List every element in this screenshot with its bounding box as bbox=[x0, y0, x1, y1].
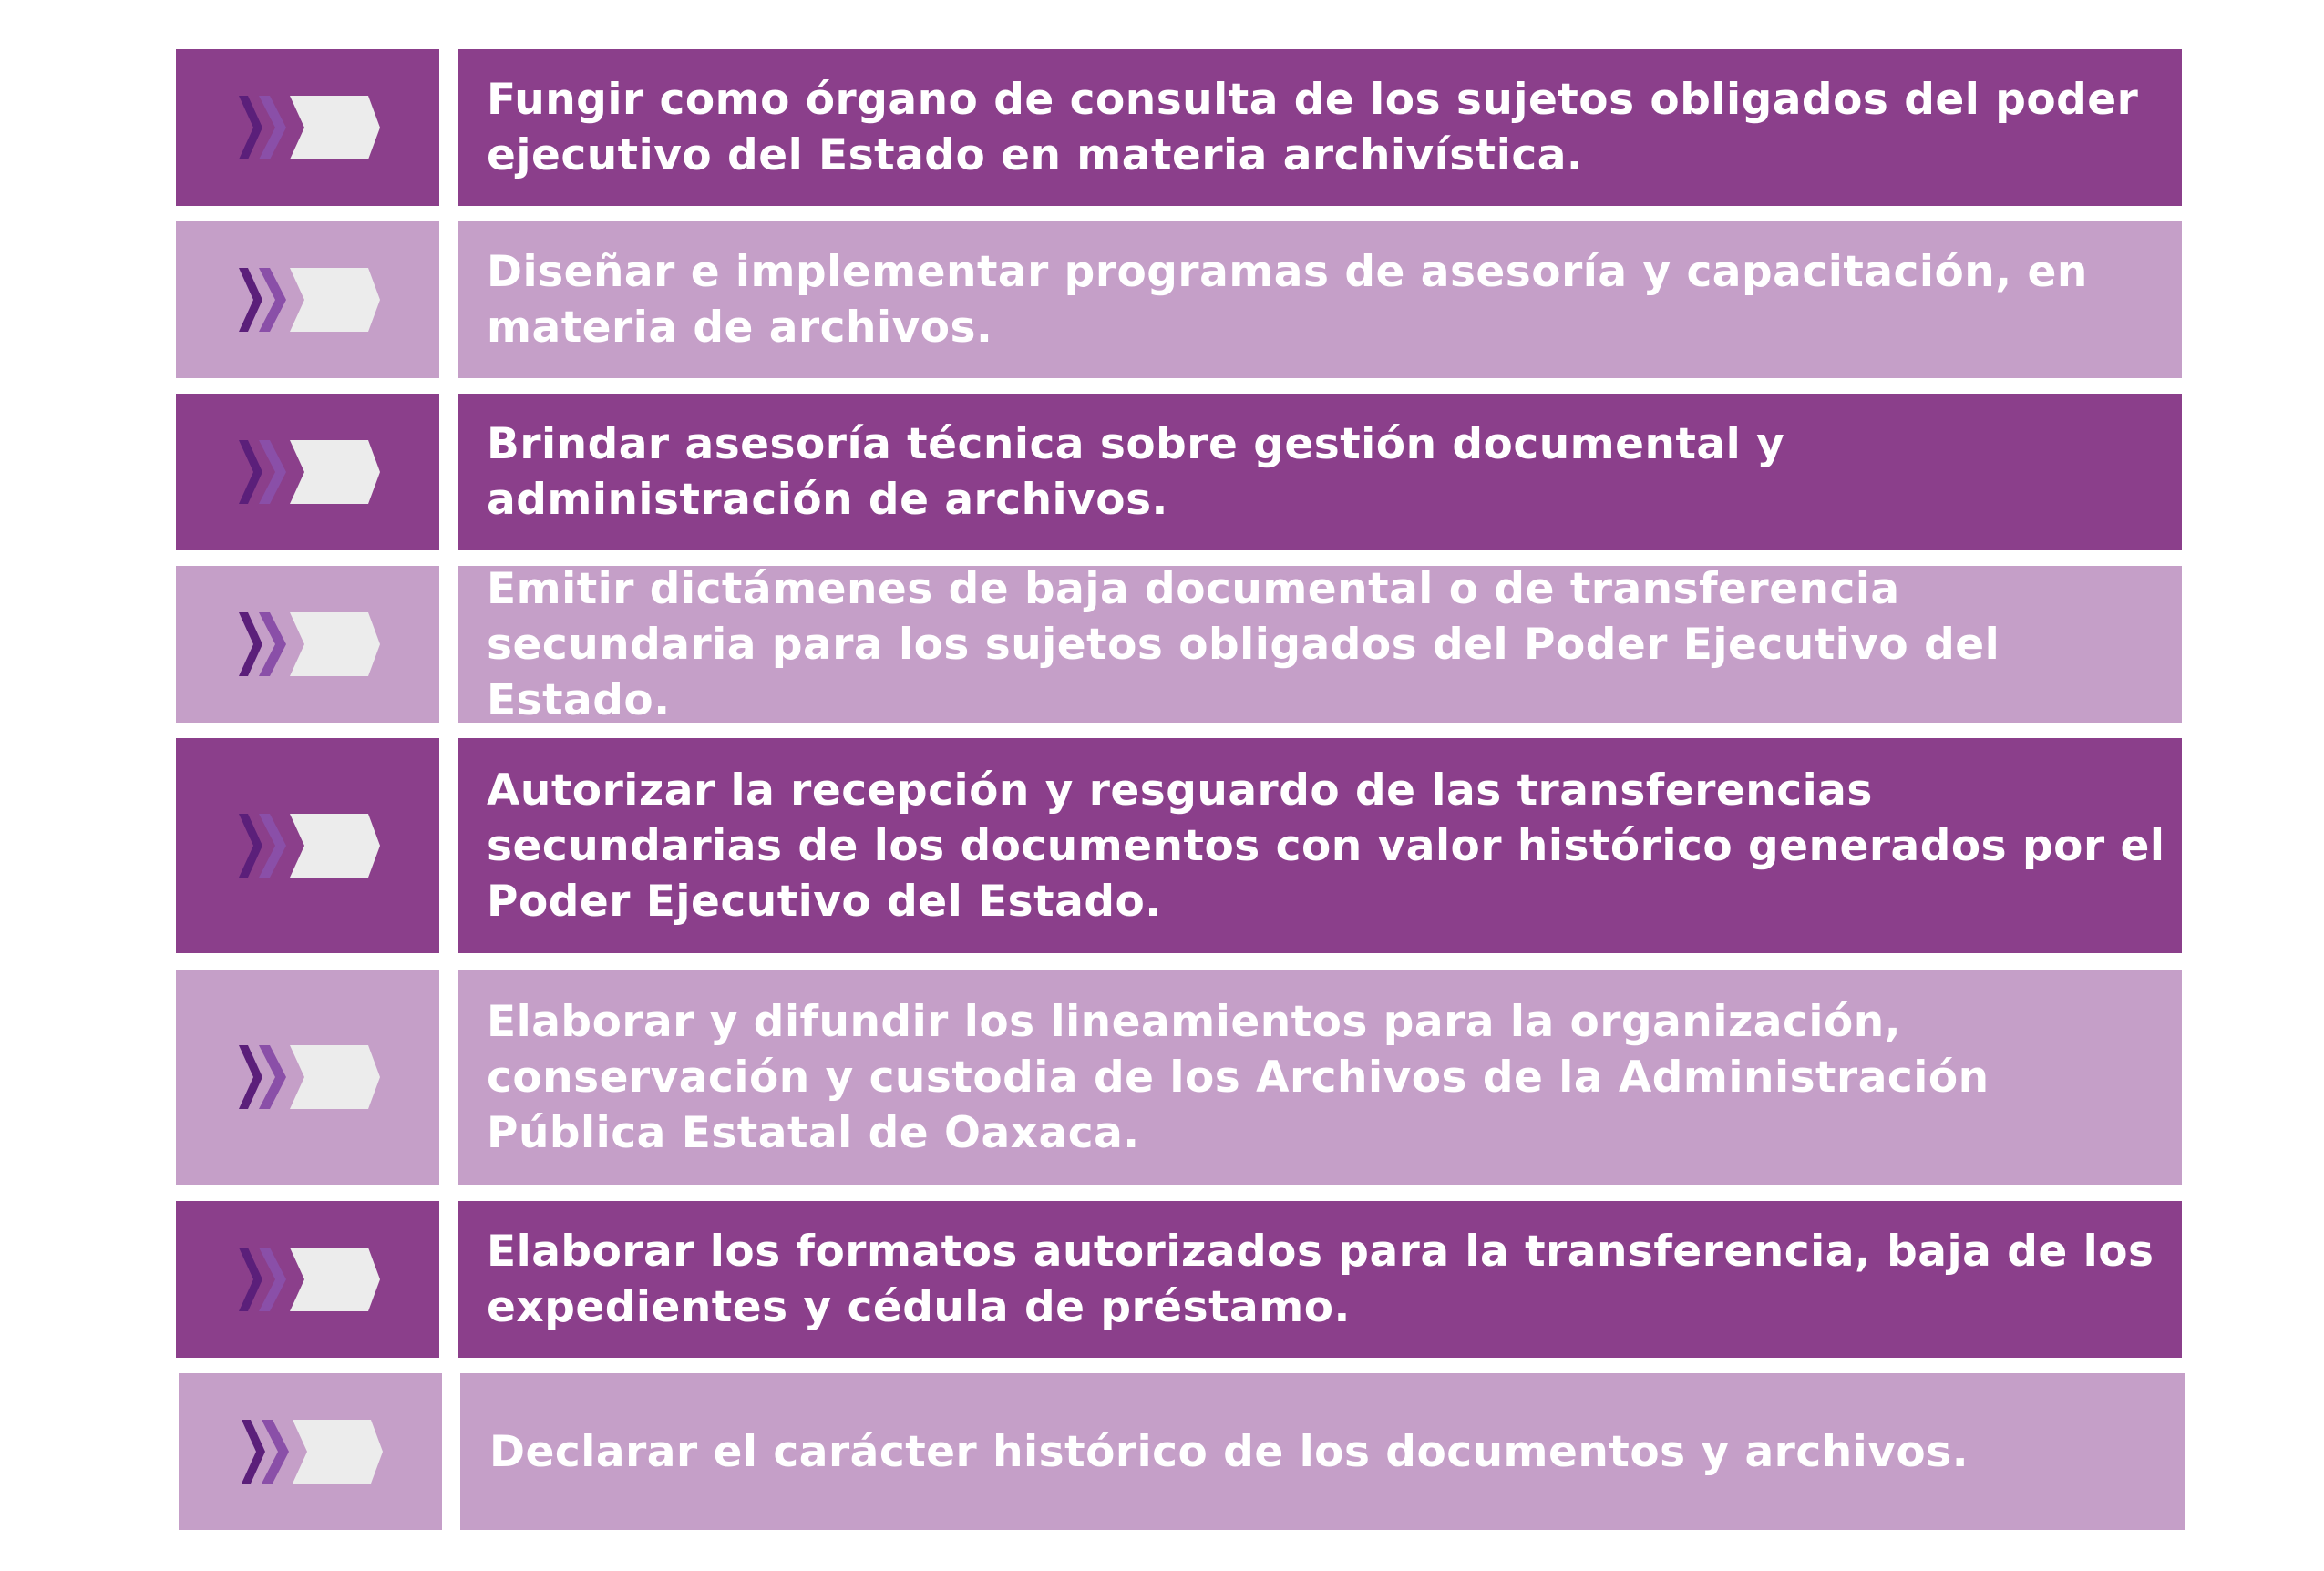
item-text-cell bbox=[460, 1373, 2185, 1530]
chevron-arrow-icon bbox=[239, 268, 380, 332]
item-text: Brindar asesoría técnica sobre gestión documental y administración de archivos. bbox=[487, 419, 1785, 525]
icon-cell bbox=[176, 738, 439, 953]
icon-cell bbox=[179, 1373, 442, 1530]
list-item bbox=[0, 970, 2324, 1185]
list-item bbox=[0, 1373, 2324, 1530]
item-text-cell bbox=[458, 49, 2182, 206]
chevron-arrow-icon bbox=[239, 440, 380, 504]
icon-cell bbox=[176, 1201, 439, 1358]
item-text: Declarar el carácter histórico de los documentos y archivos. bbox=[489, 1426, 1969, 1477]
list-item bbox=[0, 221, 2324, 378]
chevron-arrow-icon bbox=[242, 1420, 383, 1484]
list-item bbox=[0, 738, 2324, 953]
icon-cell bbox=[176, 970, 439, 1185]
list-item bbox=[0, 1201, 2324, 1358]
item-text: Diseñar e implementar programas de asesoría y capacitación, en materia de archivos. bbox=[487, 247, 2088, 353]
item-text: Fungir como órgano de consulta de los sujetos obligados del poder ejecutivo del Estado en materia archivística. bbox=[487, 75, 2139, 180]
list-item bbox=[0, 49, 2324, 206]
item-text-cell bbox=[458, 1201, 2182, 1358]
chevron-arrow-icon bbox=[239, 1045, 380, 1109]
list-item bbox=[0, 394, 2324, 550]
chevron-arrow-icon bbox=[239, 96, 380, 159]
list-item bbox=[0, 563, 2324, 725]
item-text-cell bbox=[458, 970, 2182, 1185]
item-text-cell bbox=[458, 738, 2182, 953]
item-text-cell bbox=[458, 563, 2182, 725]
chevron-arrow-icon bbox=[239, 1248, 380, 1311]
icon-cell bbox=[176, 49, 439, 206]
item-text: Autorizar la recepción y resguardo de las transferencias secundarias de los documentos con valor histórico generados por el Poder Ejecutivo del Estado. bbox=[487, 765, 2165, 927]
chevron-arrow-icon bbox=[239, 612, 380, 676]
item-text: Emitir dictámenes de baja documental o de transferencia secundaria para los sujetos obligados del Poder Ejecutivo del Estado. bbox=[487, 563, 2000, 725]
item-text: Elaborar los formatos autorizados para la transferencia, baja de los expedientes y cédula de préstamo. bbox=[487, 1227, 2154, 1332]
item-text: Elaborar y difundir los lineamientos para la organización, conservación y custodia de los Archivos de la Administración Pública Estatal de Oaxaca. bbox=[487, 996, 1990, 1158]
icon-cell bbox=[176, 394, 439, 550]
chevron-arrow-icon bbox=[239, 814, 380, 878]
item-text-cell bbox=[458, 394, 2182, 550]
icon-cell bbox=[176, 566, 439, 723]
item-text-cell bbox=[458, 221, 2182, 378]
icon-cell bbox=[176, 221, 439, 378]
